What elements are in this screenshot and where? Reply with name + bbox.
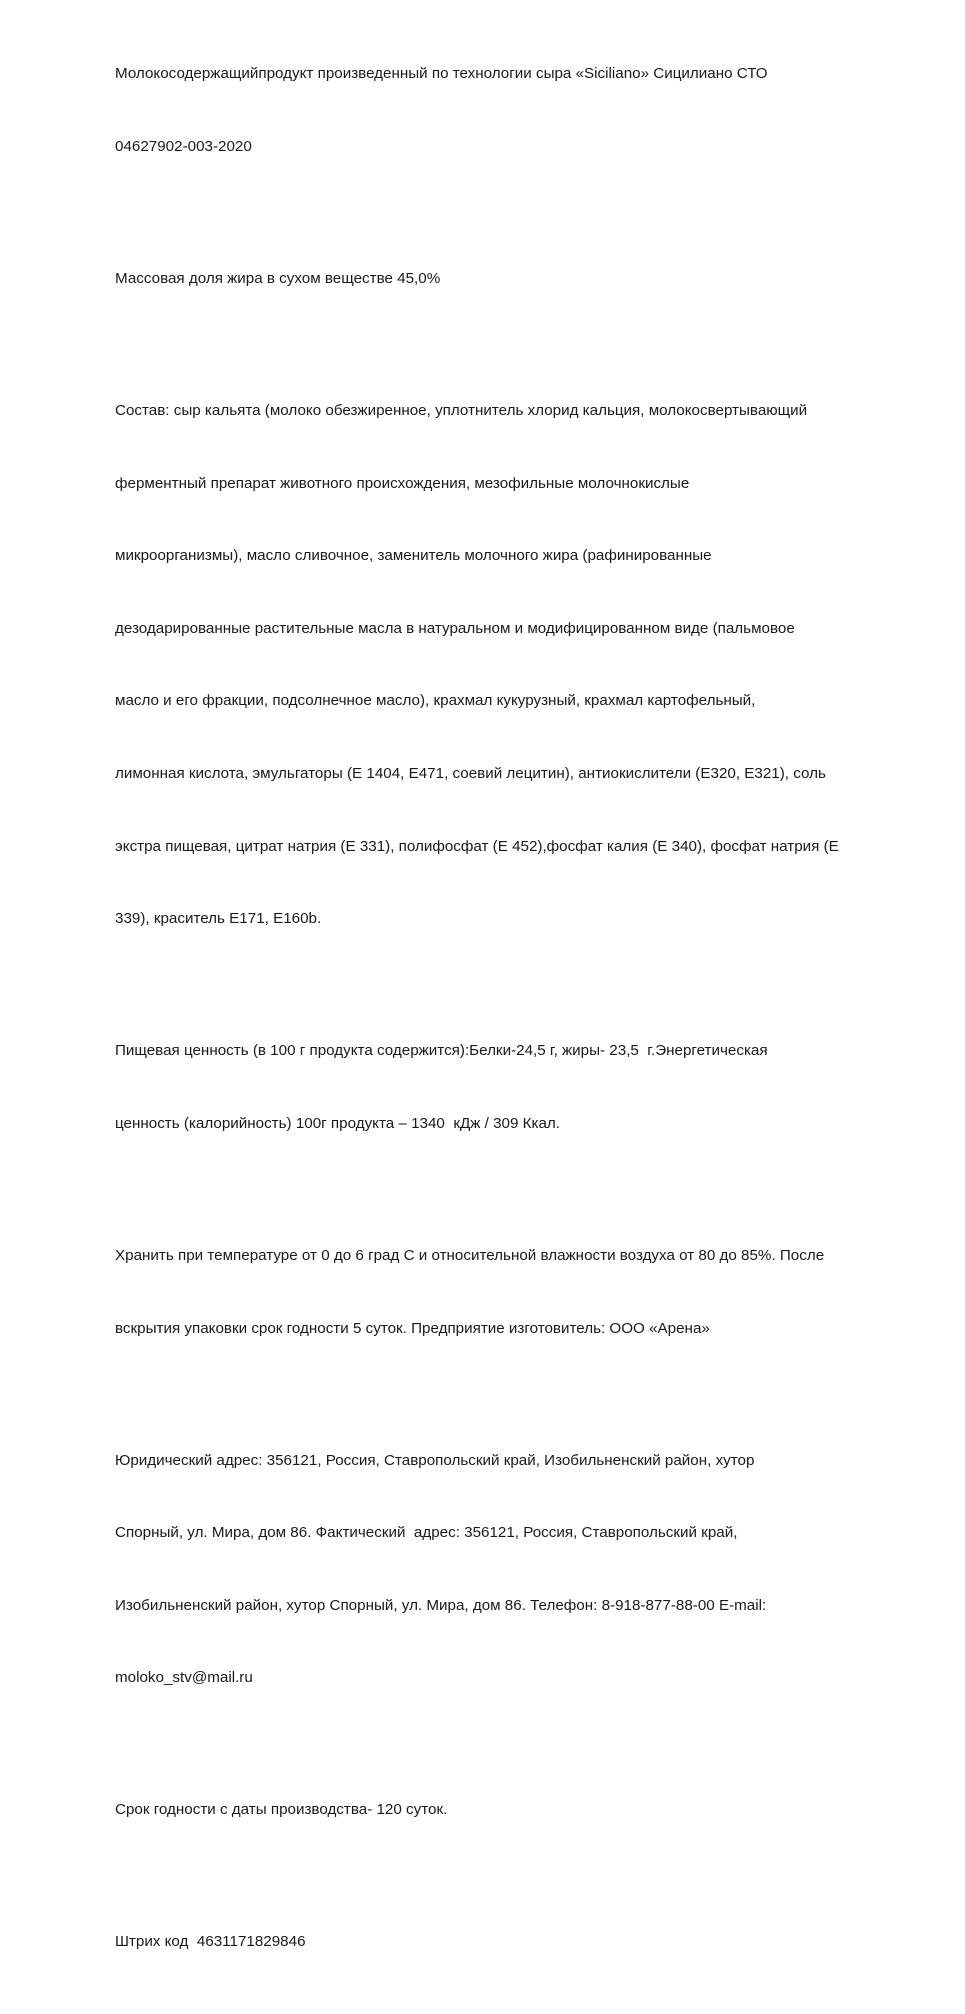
document-page — [115, 14, 905, 2014]
text-line: Молокосодержащийпродукт произведенный по технологии сыра «Siciliano» Сицилиано СТО — [115, 65, 768, 83]
text-line: Срок годности с даты производства- 120 суток. — [115, 1801, 448, 1819]
text-line: ценность (калорийность) 100г продукта – 1340 кДж / 309 Ккал. — [115, 1114, 560, 1132]
text-line: 339), краситель Е171, Е160b. — [115, 910, 322, 928]
text-line: 04627902-003-2020 — [115, 138, 252, 156]
text-line: ферментный препарат животного происхождения, мезофильные молочнокислые — [115, 474, 690, 492]
text-line: микроорганизмы), масло сливочное, заменитель молочного жира (рафинированные — [115, 547, 712, 565]
text-line: Юридический адрес: 356121, Россия, Ставропольский край, Изобильненский район, хутор — [115, 1451, 755, 1469]
shelf-life-paragraph — [115, 1750, 905, 1871]
text-line: дезодарированные растительные масла в натуральном и модифицированном виде (пальмовое — [115, 619, 795, 637]
nutrition-paragraph — [115, 991, 905, 1185]
barcode-paragraph — [115, 1882, 905, 2003]
text-line: Состав: сыр кальята (молоко обезжиренное, уплотнитель хлорид кальция, молокосвертывающий — [115, 402, 808, 420]
product-title-paragraph — [115, 14, 905, 208]
text-line: Хранить при температуре от 0 до 6 град С и относительной влажности воздуха от 80 до 85%. После — [115, 1246, 825, 1264]
text-line: масло и его фракции, подсолнечное масло), крахмал кукурузный, крахмал картофельный, — [115, 692, 756, 710]
storage-paragraph — [115, 1196, 905, 1390]
text-line: Изобильненский район, хутор Спорный, ул. Мира, дом 86. Телефон: 8-918-877-88-00 E-mail: — [115, 1596, 767, 1614]
fat-content-paragraph — [115, 219, 905, 340]
text-line: Массовая доля жира в сухом веществе 45,0% — [115, 270, 441, 288]
text-line: экстра пищевая, цитрат натрия (Е 331), полифосфат (Е 452),фосфат калия (Е 340), фосфат натрия (Е — [115, 837, 839, 855]
text-line: Пищевая ценность (в 100 г продукта содержится):Белки-24,5 г, жиры- 23,5 г.Энергетическая — [115, 1042, 768, 1060]
text-line: Штрих код 4631171829846 — [115, 1933, 306, 1951]
address-paragraph — [115, 1400, 905, 1739]
text-line: Спорный, ул. Мира, дом 86. Фактический адрес: 356121, Россия, Ставропольский край, — [115, 1524, 738, 1542]
text-line: лимонная кислота, эмульгаторы (Е 1404, Е471, соевий лецитин), антиокислители (Е320, Е321), соль — [115, 765, 826, 783]
text-line: moloko_stv@mail.ru — [115, 1669, 253, 1687]
text-line: вскрытия упаковки срок годности 5 суток. Предприятие изготовитель: ООО «Арена» — [115, 1319, 710, 1337]
composition-paragraph — [115, 351, 905, 980]
